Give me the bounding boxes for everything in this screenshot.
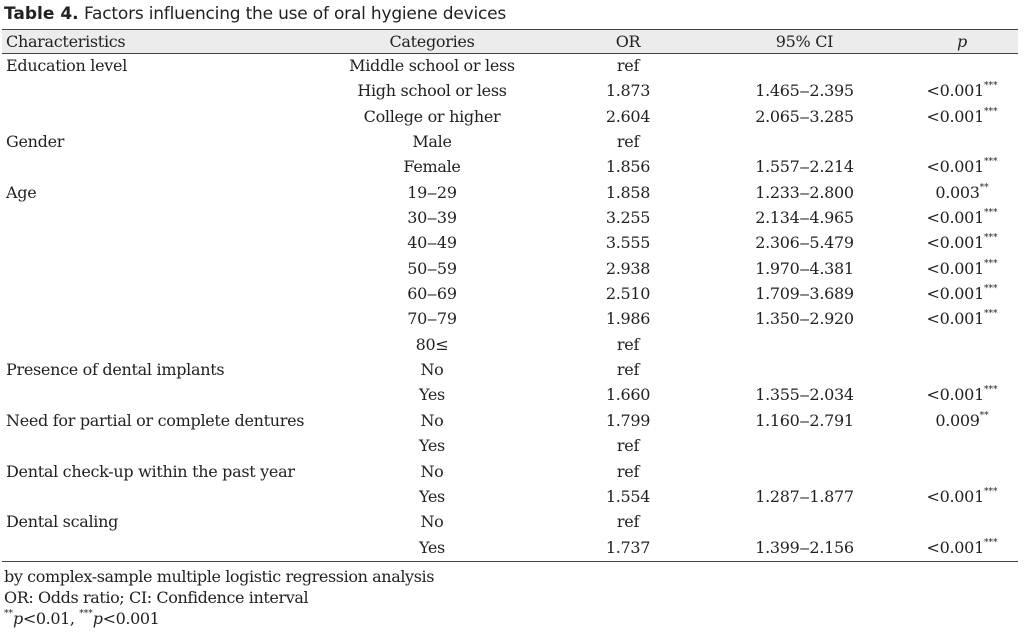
- p-value-cell: [908, 155, 1016, 180]
- p-value-cell: [908, 434, 1016, 459]
- table-footnotes: [4, 566, 434, 629]
- table-row: [2, 358, 1018, 383]
- ci-cell: [702, 460, 907, 485]
- or-cell: ref: [616, 132, 640, 152]
- ci-cell: 1.399‒2.156: [755, 537, 854, 557]
- table-row: [2, 79, 1018, 104]
- category-cell: 60‒69: [407, 284, 457, 304]
- footnote-sig2-text: <0.001: [102, 609, 160, 628]
- characteristic-cell: Dental check-up within the past year: [6, 461, 295, 481]
- p-value: <0.001: [926, 258, 984, 278]
- or-cell: ref: [616, 360, 640, 380]
- or-cell: 1.660: [605, 385, 651, 405]
- ci-cell: 1.709‒3.689: [755, 284, 854, 304]
- footnote-sig2-marker: ***: [79, 609, 93, 619]
- p-value-cell: [908, 130, 1016, 155]
- significance-marker: ***: [983, 106, 998, 117]
- or-cell: ref: [616, 436, 640, 456]
- p-value: 0.003: [935, 182, 980, 202]
- footnote-sig1-text: <0.01,: [22, 609, 80, 628]
- category-cell: Yes: [419, 537, 445, 557]
- or-cell: 3.255: [605, 208, 651, 228]
- ci-cell: 1.465‒2.395: [755, 81, 854, 101]
- category-cell: 50‒59: [407, 258, 457, 278]
- significance-marker: ***: [983, 81, 998, 92]
- characteristic-cell: Presence of dental implants: [6, 360, 225, 380]
- table-row: [2, 434, 1018, 459]
- ci-cell: 1.233‒2.800: [755, 182, 854, 202]
- or-cell: 1.858: [605, 182, 651, 202]
- p-value-cell: [908, 358, 1016, 383]
- or-cell: 1.856: [605, 157, 651, 177]
- characteristic-cell: Gender: [6, 132, 65, 152]
- table-row: [2, 460, 1018, 485]
- header-p: p: [957, 32, 967, 51]
- footnote-method: by complex-sample multiple logistic regression analysis: [4, 567, 435, 586]
- category-cell: 19‒29: [407, 182, 457, 202]
- significance-marker: ***: [983, 309, 998, 320]
- category-cell: Yes: [419, 436, 445, 456]
- table-row: [2, 485, 1018, 510]
- ci-cell: 1.970‒4.381: [755, 258, 854, 278]
- p-value: <0.001: [926, 208, 984, 228]
- p-value-cell: [908, 409, 1016, 434]
- category-cell: No: [420, 360, 444, 380]
- footnote-sig2-p: p: [92, 609, 103, 628]
- header-or: OR: [615, 32, 641, 51]
- ci-cell: 2.306‒5.479: [755, 233, 854, 253]
- p-value: <0.001: [926, 233, 984, 253]
- header-ci: 95% CI: [775, 32, 834, 51]
- p-value-cell: [908, 510, 1016, 535]
- table-title: Factors influencing the use of oral hygiene devices: [84, 4, 507, 24]
- p-value: <0.001: [926, 537, 984, 557]
- category-cell: Yes: [419, 385, 445, 405]
- p-value-cell: [908, 105, 1016, 130]
- table-header-row: [2, 29, 1018, 54]
- category-cell: 40‒49: [407, 233, 457, 253]
- significance-marker: ***: [983, 486, 998, 497]
- p-value-cell: [908, 257, 1016, 282]
- table-row: [2, 105, 1018, 130]
- category-cell: High school or less: [357, 81, 507, 101]
- ci-cell: [702, 333, 907, 358]
- header-categories: Categories: [389, 32, 475, 51]
- table-row: [2, 510, 1018, 535]
- table-row: [2, 181, 1018, 206]
- characteristic-cell: Need for partial or complete dentures: [6, 410, 305, 430]
- ci-cell: 1.350‒2.920: [755, 309, 854, 329]
- or-cell: 1.554: [605, 486, 651, 506]
- footnote-significance: [4, 608, 434, 629]
- category-cell: Male: [412, 132, 452, 152]
- table-bottom-rule: [2, 561, 1018, 562]
- table-row: [2, 409, 1018, 434]
- table-row: [2, 333, 1018, 358]
- ci-cell: [702, 434, 907, 459]
- category-cell: No: [420, 512, 444, 532]
- table-row: [2, 155, 1018, 180]
- significance-marker: ***: [983, 258, 998, 269]
- category-cell: No: [420, 461, 444, 481]
- category-cell: Female: [403, 157, 461, 177]
- table-row: [2, 231, 1018, 256]
- or-cell: 1.737: [605, 537, 651, 557]
- p-value-cell: [908, 282, 1016, 307]
- significance-marker: ***: [983, 157, 998, 168]
- p-value-cell: [908, 206, 1016, 231]
- p-value-cell: [908, 333, 1016, 358]
- significance-marker: **: [979, 182, 989, 193]
- table-row: [2, 307, 1018, 332]
- category-cell: 80≤: [415, 334, 449, 354]
- ci-cell: 1.160‒2.791: [755, 410, 854, 430]
- table-row: [2, 54, 1018, 79]
- category-cell: No: [420, 410, 444, 430]
- p-value-cell: [908, 54, 1016, 79]
- ci-cell: 2.065‒3.285: [755, 106, 854, 126]
- table-row: [2, 282, 1018, 307]
- or-cell: ref: [616, 56, 640, 75]
- header-characteristics: Characteristics: [6, 32, 126, 51]
- p-value-cell: [908, 485, 1016, 510]
- p-value: 0.009: [935, 410, 980, 430]
- significance-marker: ***: [983, 385, 998, 396]
- table-row: [2, 383, 1018, 408]
- significance-marker: **: [979, 410, 989, 421]
- ci-cell: [702, 358, 907, 383]
- ci-cell: [702, 510, 907, 535]
- ci-cell: [702, 130, 907, 155]
- ci-cell: 1.287‒1.877: [755, 486, 854, 506]
- footnote-sig1-p: p: [13, 609, 23, 628]
- or-cell: ref: [616, 334, 640, 354]
- footnote-abbreviations: OR: Odds ratio; CI: Confidence interval: [4, 588, 309, 607]
- p-value-cell: [908, 536, 1016, 561]
- p-value: <0.001: [926, 309, 984, 329]
- table-row: [2, 206, 1018, 231]
- or-cell: 1.986: [605, 309, 651, 329]
- or-cell: ref: [616, 461, 640, 481]
- significance-marker: ***: [983, 537, 998, 548]
- p-value-cell: [908, 307, 1016, 332]
- table-row: [2, 536, 1018, 561]
- p-value-cell: [908, 231, 1016, 256]
- category-cell: Middle school or less: [349, 56, 515, 75]
- or-cell: 3.555: [605, 233, 651, 253]
- category-cell: 70‒79: [407, 309, 457, 329]
- characteristic-cell: Age: [6, 182, 37, 202]
- table-row: [2, 130, 1018, 155]
- p-value: <0.001: [926, 284, 984, 304]
- or-cell: ref: [616, 512, 640, 532]
- table-row: [2, 257, 1018, 282]
- significance-marker: ***: [983, 284, 998, 295]
- p-value: <0.001: [926, 486, 984, 506]
- footnote-sig1-marker: **: [4, 609, 13, 619]
- or-cell: 1.799: [605, 410, 651, 430]
- p-value: <0.001: [926, 81, 984, 101]
- p-value: <0.001: [926, 157, 984, 177]
- table-body: [2, 54, 1018, 561]
- table-caption: [4, 1, 506, 27]
- ci-cell: 2.134‒4.965: [755, 208, 854, 228]
- table-label: Table 4.: [4, 4, 79, 24]
- p-value: <0.001: [926, 385, 984, 405]
- significance-marker: ***: [983, 233, 998, 244]
- or-cell: 2.604: [605, 106, 651, 126]
- category-cell: College or higher: [363, 106, 501, 126]
- significance-marker: ***: [983, 208, 998, 219]
- or-cell: 1.873: [605, 81, 651, 101]
- p-value-cell: [908, 181, 1016, 206]
- or-cell: 2.938: [605, 258, 651, 278]
- p-value-cell: [908, 460, 1016, 485]
- characteristic-cell: Dental scaling: [6, 512, 119, 532]
- results-table: [2, 29, 1018, 562]
- category-cell: Yes: [419, 486, 445, 506]
- characteristic-cell: Education level: [6, 56, 128, 75]
- category-cell: 30‒39: [407, 208, 457, 228]
- ci-cell: 1.355‒2.034: [755, 385, 854, 405]
- or-cell: 2.510: [605, 284, 651, 304]
- p-value: <0.001: [926, 106, 984, 126]
- p-value-cell: [908, 383, 1016, 408]
- ci-cell: 1.557‒2.214: [755, 157, 854, 177]
- ci-cell: [702, 54, 907, 79]
- p-value-cell: [908, 79, 1016, 104]
